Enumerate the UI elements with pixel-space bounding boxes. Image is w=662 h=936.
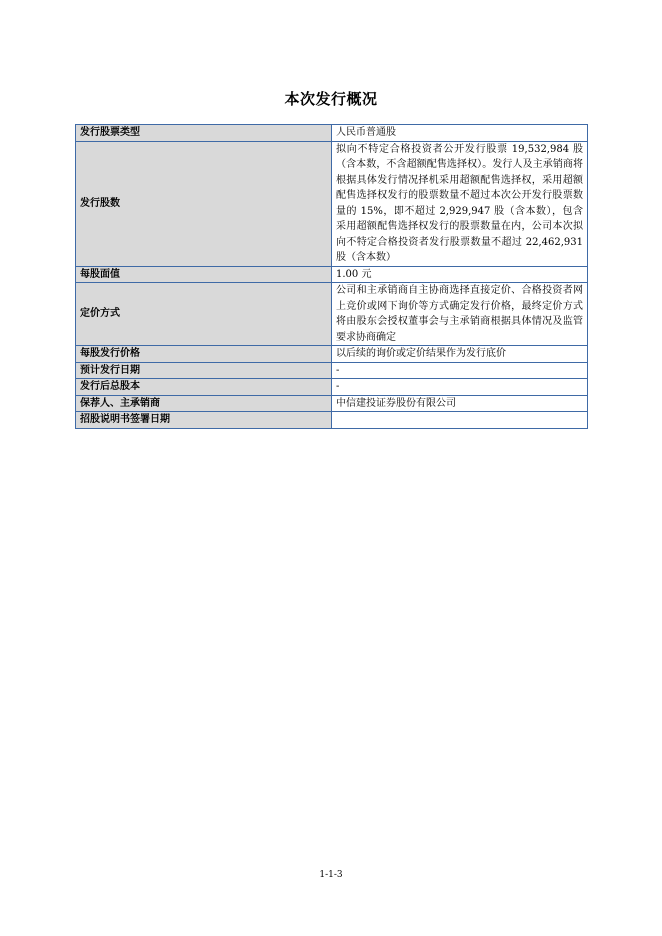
table-row-stock-type [76,125,588,142]
row-value: 以后续的询价或定价结果作为发行底价 [332,346,588,363]
table-row-total-shares [76,379,588,396]
table-row-issue-date [76,362,588,379]
table-row-share-count [76,141,588,266]
row-value: 中信建投证券股份有限公司 [332,395,588,412]
row-value: 拟向不特定合格投资者公开发行股票 19,532,984 股（含本数，不含超额配售选择权）。发行人及主承销商将根据具体发行情况择机采用超额配售选择权，采用超额配售选择权发行的股票数量不超过本次公开发行股票数量的 15%，即不超过 2,929,947 股（含本数），包含采用超额配售选择权发行的股票数量在内，公司本次拟向不特定合格投资者发行股票数量不超过 22,462,931 股（含本数） [332,141,588,266]
row-label: 招股说明书签署日期 [76,412,332,429]
row-value: 人民币普通股 [332,125,588,142]
row-label: 发行股票类型 [76,125,332,142]
row-label: 每股面值 [76,266,332,283]
row-label: 发行后总股本 [76,379,332,396]
page-title: 本次发行概况 [284,90,378,108]
table-row-signing-date [76,412,588,429]
row-label: 每股发行价格 [76,346,332,363]
row-label: 发行股数 [76,141,332,266]
table-row-sponsor [76,395,588,412]
row-value [332,412,588,429]
table-row-issue-price [76,346,588,363]
row-value: - [332,362,588,379]
row-label: 预计发行日期 [76,362,332,379]
table-row-par-value [76,266,588,283]
row-value: 公司和主承销商自主协商选择直接定价、合格投资者网上竞价或网下询价等方式确定发行价格，最终定价方式将由股东会授权董事会与主承销商根据具体情况及监管要求协商确定 [332,283,588,346]
row-label: 保荐人、主承销商 [76,395,332,412]
offering-summary-table [75,124,588,429]
row-value: - [332,379,588,396]
table-row-pricing-method [76,283,588,346]
row-value: 1.00 元 [332,266,588,283]
page-number: 1-1-3 [319,870,343,880]
row-label: 定价方式 [76,283,332,346]
